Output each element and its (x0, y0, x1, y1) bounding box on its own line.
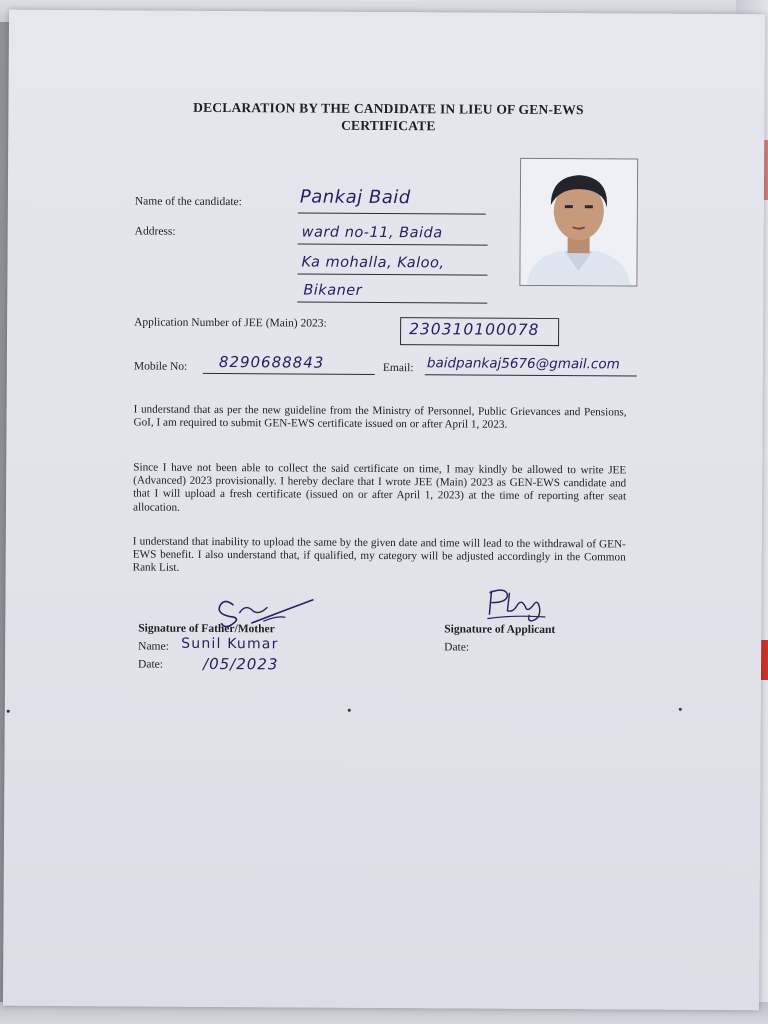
title-line-1: DECLARATION BY THE CANDIDATE IN LIEU OF GEN-EWS (193, 99, 584, 118)
paper-speck (7, 710, 10, 713)
address-line-3: Bikaner (303, 282, 363, 299)
applicant-signature-heading: Signature of Applicant (444, 623, 556, 637)
parent-date-label: Date: (138, 658, 163, 671)
declaration-paragraph-1: I understand that as per the new guideline from the Ministry of Personnel, Public Grievances and Pensions, GoI, I am required to submit GEN-EWS certificate issued on or after April 1, 2023. (133, 403, 627, 431)
address-label: Address: (134, 225, 176, 238)
address-line-1: ward no-11, Baida (301, 224, 443, 242)
application-number-value: 230310100078 (409, 320, 540, 339)
application-number-label: Application Number of JEE (Main) 2023: (134, 316, 327, 330)
address-underline-1 (298, 243, 488, 245)
address-underline-3 (297, 301, 487, 303)
document-title (128, 98, 648, 135)
declaration-paper (3, 10, 765, 1011)
parent-signature-heading: Signature of Father/Mother (138, 622, 275, 636)
applicant-date-label: Date: (444, 641, 470, 654)
email-underline (425, 374, 637, 376)
candidate-name-value: Pankaj Baid (299, 186, 411, 209)
parent-name-value: Sunil Kumar (181, 635, 279, 653)
name-label: Name of the candidate: (134, 195, 242, 209)
mobile-label: Mobile No: (133, 360, 188, 373)
declaration-paragraph-3: I understand that inability to upload the same by the given date and time will lead to the withdrawal of GEN-EWS benefit. I also understand that, if qualified, my category will be adjusted accordingly in the Common Rank List. (132, 535, 626, 575)
paper-speck (348, 709, 351, 712)
title-line-2: CERTIFICATE (341, 117, 436, 134)
paper-speck (679, 708, 682, 711)
parent-date-value: /05/2023 (203, 654, 279, 674)
candidate-photo (519, 158, 638, 287)
declaration-paragraph-2: Since I have not been able to collect the said certificate on time, I may kindly be allowed to write JEE (Advanced) 2023 provisionally. I hereby declare that I wrote JEE (Main) 2023 as GEN-EWS candidate and that I will upload a fresh certificate (issued on or after April 1, 2023) at the time of reporting after seat allocation. (132, 461, 627, 514)
mobile-value: 8290688843 (218, 352, 325, 372)
parent-name-label: Name: (138, 640, 169, 653)
email-label: Email: (382, 361, 414, 375)
name-underline (298, 212, 486, 214)
applicant-signature-scribble (483, 585, 553, 625)
email-value: baidpankaj5676@gmail.com (426, 355, 620, 373)
address-underline-2 (297, 273, 487, 275)
address-line-2: Ka mohalla, Kaloo, (301, 254, 445, 272)
mobile-underline (203, 373, 375, 375)
